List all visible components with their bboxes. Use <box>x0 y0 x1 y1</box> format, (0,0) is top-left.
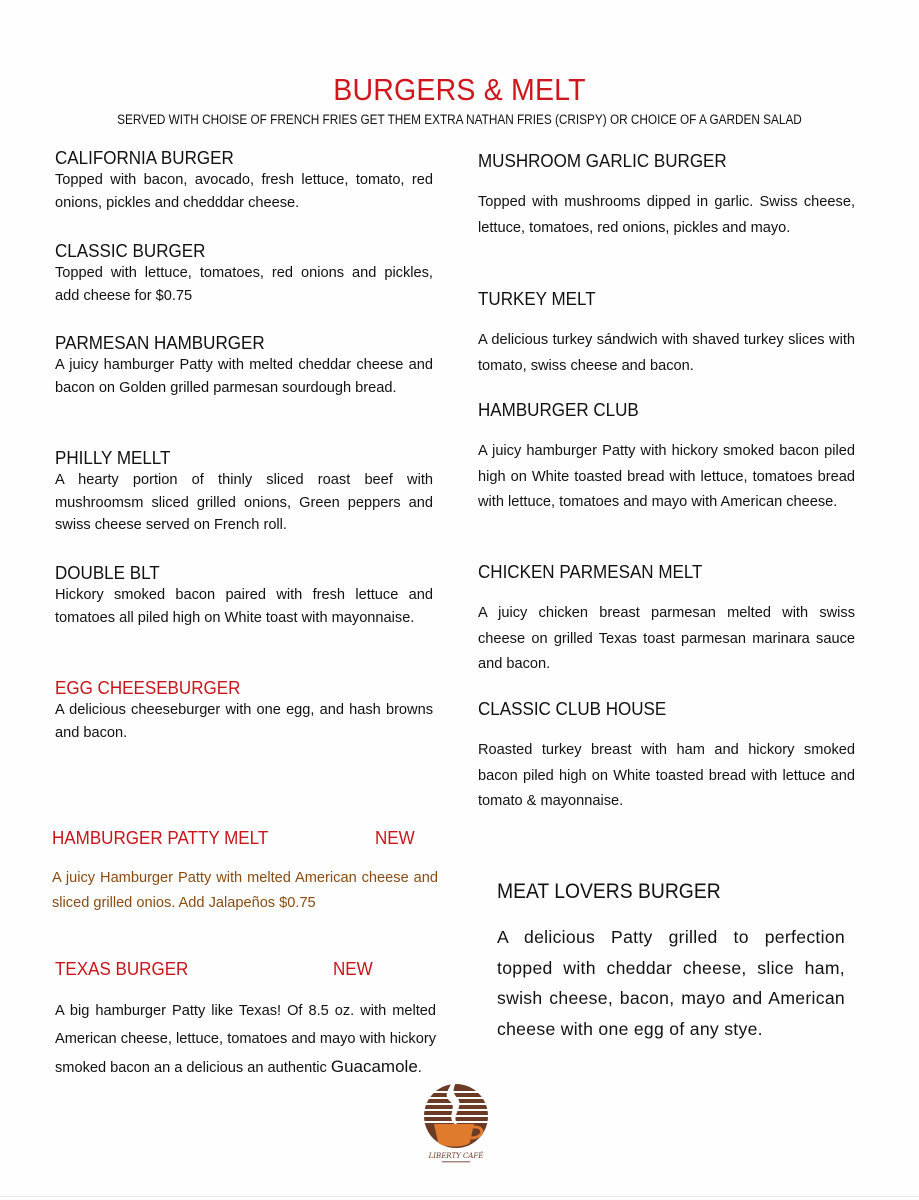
menu-item-chicken-parmesan-melt <box>478 561 855 678</box>
item-name: CALIFORNIA BURGER <box>55 147 234 168</box>
menu-item-mushroom-garlic-burger <box>478 150 855 241</box>
item-description: Topped with bacon, avocado, fresh lettuce, tomato, red onions, pickles and chedddar cheese. <box>55 172 433 211</box>
coffee-cup-steam-icon <box>416 1072 496 1166</box>
menu-item-hamburger-club <box>478 399 855 516</box>
item-description: A juicy hamburger Patty with melted cheddar cheese and bacon on Golden grilled parmesan sourdough bread. <box>55 357 433 396</box>
description-text: A big hamburger Patty like Texas! Of 8.5 oz. with melted American cheese, lettuce, tomatoes and mayo with hickory smoked bacon an a delicious an authentic <box>55 1003 436 1076</box>
menu-item-california-burger <box>55 147 433 214</box>
menu-item-meat-lovers-burger <box>497 880 845 1044</box>
menu-item-parmesan-hamburger <box>55 332 433 399</box>
item-description: Topped with mushrooms dipped in garlic. Swiss cheese, lettuce, tomatoes, red onions, pickles and mayo. <box>478 194 855 236</box>
item-name: MUSHROOM GARLIC BURGER <box>478 150 727 171</box>
menu-item-classic-club-house <box>478 698 855 815</box>
item-description: A juicy Hamburger Patty with melted American cheese and sliced grilled onios. Add Jalapeños $0.75 <box>52 870 438 911</box>
new-badge: NEW <box>333 958 373 979</box>
menu-item-turkey-melt <box>478 288 855 379</box>
bottom-divider <box>0 1196 919 1197</box>
menu-item-classic-burger <box>55 240 433 307</box>
item-name: CLASSIC CLUB HOUSE <box>478 698 667 719</box>
item-description: A delicious Patty grilled to perfection topped with cheddar cheese, slice ham, swish cheese, bacon, mayo and American cheese with one egg of any stye. <box>497 927 845 1039</box>
menu-item-texas-burger <box>55 958 436 1082</box>
menu-title: BURGERS & MELT <box>333 72 586 107</box>
item-name: TURKEY MELT <box>478 288 596 309</box>
item-description: A juicy chicken breast parmesan melted with swiss cheese on grilled Texas toast parmesan marinara sauce and bacon. <box>478 605 855 672</box>
item-name: HAMBURGER CLUB <box>478 399 639 420</box>
menu-item-double-blt <box>55 562 433 629</box>
item-name: CHICKEN PARMESAN MELT <box>478 561 703 582</box>
item-description: Topped with lettuce, tomatoes, red onions and pickles, add cheese for $0.75 <box>55 265 433 304</box>
item-description: A delicious turkey sándwich with shaved turkey slices with tomato, swiss cheese and bacon. <box>478 332 855 374</box>
item-name: MEAT LOVERS BURGER <box>497 880 721 903</box>
menu-subtitle: SERVED WITH CHOISE OF FRENCH FRIES GET THEM EXTRA NATHAN FRIES (CRISPY) OR CHOICE OF A GARDEN SALAD <box>117 112 802 127</box>
item-description: Hickory smoked bacon paired with fresh lettuce and tomatoes all piled high on White toast with mayonnaise. <box>55 587 433 626</box>
item-description: A delicious cheeseburger with one egg, and hash browns and bacon. <box>55 702 433 741</box>
item-description <box>55 997 436 1082</box>
item-description: A hearty portion of thinly sliced roast beef with mushroomsm sliced grilled onions, Green peppers and swiss cheese served on French roll. <box>55 472 433 533</box>
description-end: . <box>417 1060 422 1076</box>
item-name: TEXAS BURGER <box>55 958 189 979</box>
item-name: DOUBLE BLT <box>55 562 160 583</box>
item-name: EGG CHEESEBURGER <box>55 677 241 698</box>
guacamole-highlight: Guacamole <box>330 1057 418 1076</box>
cafe-logo <box>416 1072 496 1166</box>
item-name: CLASSIC BURGER <box>55 240 206 261</box>
menu-item-egg-cheeseburger <box>55 677 433 744</box>
item-name: PARMESAN HAMBURGER <box>55 332 265 353</box>
item-description: Roasted turkey breast with ham and hickory smoked bacon piled high on White toasted bread with lettuce and tomato & mayonnaise. <box>478 742 855 809</box>
new-badge: NEW <box>375 827 415 848</box>
item-description: A juicy hamburger Patty with hickory smoked bacon piled high on White toasted bread with lettuce, tomatoes bread with lettuce, tomatoes and mayo with American cheese. <box>478 443 855 510</box>
item-name: HAMBURGER PATTY MELT <box>52 827 269 848</box>
item-name: PHILLY MELLT <box>55 447 171 468</box>
menu-item-philly-mellt <box>55 447 433 537</box>
logo-wordmark: LIBERTY CAFÉ <box>428 1152 484 1160</box>
